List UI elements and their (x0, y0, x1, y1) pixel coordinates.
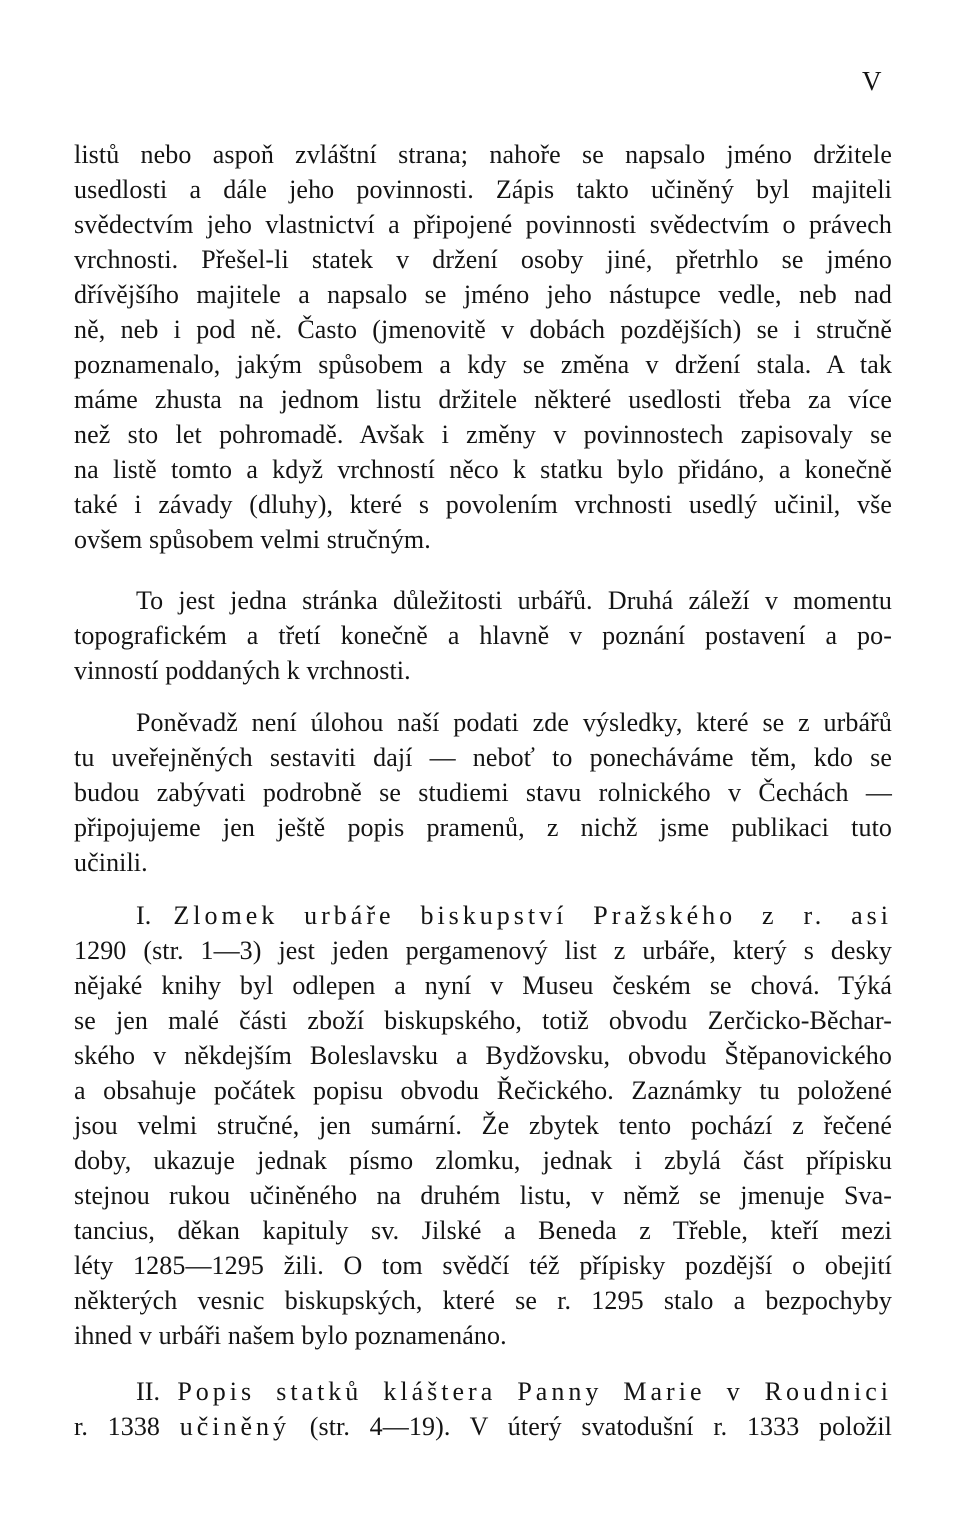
text-line: tu uveřejněných sestaviti dají — neboť to ponecháváme těm, kdo se (74, 743, 892, 772)
text-line: na listě tomto a když vrchností něco k statku bylo přidáno, a konečně (74, 455, 892, 484)
text-line: se jen malé části zboží biskupského, totiž obvodu Zerčicko-Běchar- (74, 1006, 892, 1035)
text-line: a obsahuje počátek popisu obvodu Řečického. Zaznámky tu položené (74, 1076, 892, 1105)
page-number: V (862, 66, 882, 96)
heading-rest: (str. 4—19). V úterý svatodušní r. 1333 položil (309, 1412, 892, 1441)
paragraph-1 (74, 137, 892, 557)
text-line: listů nebo aspoň zvláštní strana; nahoře se napsalo jméno držitele (74, 140, 892, 169)
text-line: nějaké knihy byl odlepen a nyní v Museu českém se chová. Týká (74, 971, 892, 1000)
text-line: jsou velmi stručné, jen sumární. Že zbytek tento pochází z řečené (74, 1111, 892, 1140)
text-line: ovšem spůsobem velmi stručným. (74, 525, 431, 554)
text-line: ně, neb i pod ně. Často (jmenovitě v dobách pozdějších) se i stručně (74, 315, 892, 344)
heading-spaced-word: učiněný (179, 1412, 291, 1441)
heading-number: I. (136, 901, 152, 930)
text-line: budou zabývati podrobně se studiemi stavu rolnického v Čechách — (74, 778, 892, 807)
text-line: máme zhusta na jednom listu držitele některé usedlosti třeba za více (74, 385, 892, 414)
heading-number: II. (136, 1377, 161, 1406)
section-heading-1 (74, 898, 892, 933)
text-line: vinností poddaných k vrchnosti. (74, 656, 411, 685)
text-line: některých vesnic biskupských, které se r. 1295 stalo a bezpochyby (74, 1286, 892, 1315)
text-line: ského v někdejším Boleslavsku a Bydžovsku, obvodu Štěpanovického (74, 1041, 892, 1070)
text-line: dřívějšího majitele a napsalo se jméno jeho nástupce vedle, neb nad (74, 280, 892, 309)
text-line: než sto let pohromadě. Avšak i změny v povinnostech zapisovaly se (74, 420, 892, 449)
text-line: 1290 (str. 1—3) jest jeden pergamenový list z urbáře, který s desky (74, 936, 892, 965)
text-line: poznamenalo, jakým spůsobem a kdy se změna v držení stala. A tak (74, 350, 892, 379)
text-line: učinili. (74, 848, 148, 877)
text-line (74, 1409, 892, 1444)
text-line: léty 1285—1295 žili. O tom svědčí též přípisky pozdější o obejití (74, 1251, 892, 1280)
paragraph-4 (74, 898, 892, 1353)
text-line: také i závady (dluhy), které s povolením vrchnosti usedlý učinil, vše (74, 490, 892, 519)
heading-title: Zlomek urbáře biskupství Pražského z r. asi (173, 901, 892, 930)
paragraph-5 (74, 1374, 892, 1444)
text-line: svědectvím jeho vlastnictví a připojené povinnosti svědectvím o právech (74, 210, 892, 239)
text-line: doby, ukazuje jednak písmo zlomku, jednak i zbylá část přípisku (74, 1146, 892, 1175)
text-line: topografickém a třetí konečně a hlavně v poznání postavení a po- (74, 621, 892, 650)
paragraph-2 (74, 583, 892, 688)
text-line: usedlosti a dále jeho povinnosti. Zápis takto učiněný byl majiteli (74, 175, 892, 204)
text-line: ihned v urbáři našem bylo poznamenáno. (74, 1321, 507, 1350)
text-line: tancius, děkan kapituly sv. Jilské a Beneda z Třeble, kteří mezi (74, 1216, 892, 1245)
text-line: vrchnosti. Přešel-li statek v držení osoby jiné, přetrhlo se jméno (74, 245, 892, 274)
text-line: připojujeme jen ještě popis pramenů, z nichž jsme publikaci tuto (74, 813, 892, 842)
paragraph-3 (74, 705, 892, 880)
heading-title: Popis statků kláštera Panny Marie v Roudnici (177, 1377, 892, 1406)
text-line: To jest jedna stránka důležitosti urbářů. Druhá záleží v momentu (136, 586, 892, 615)
heading-year: r. 1338 (74, 1412, 161, 1441)
section-heading-2 (74, 1374, 892, 1409)
text-line: stejnou rukou učiněného na druhém listu, v němž se jmenuje Sva- (74, 1181, 892, 1210)
text-line: Poněvadž není úlohou naší podati zde výsledky, které se z urbářů (136, 708, 892, 737)
